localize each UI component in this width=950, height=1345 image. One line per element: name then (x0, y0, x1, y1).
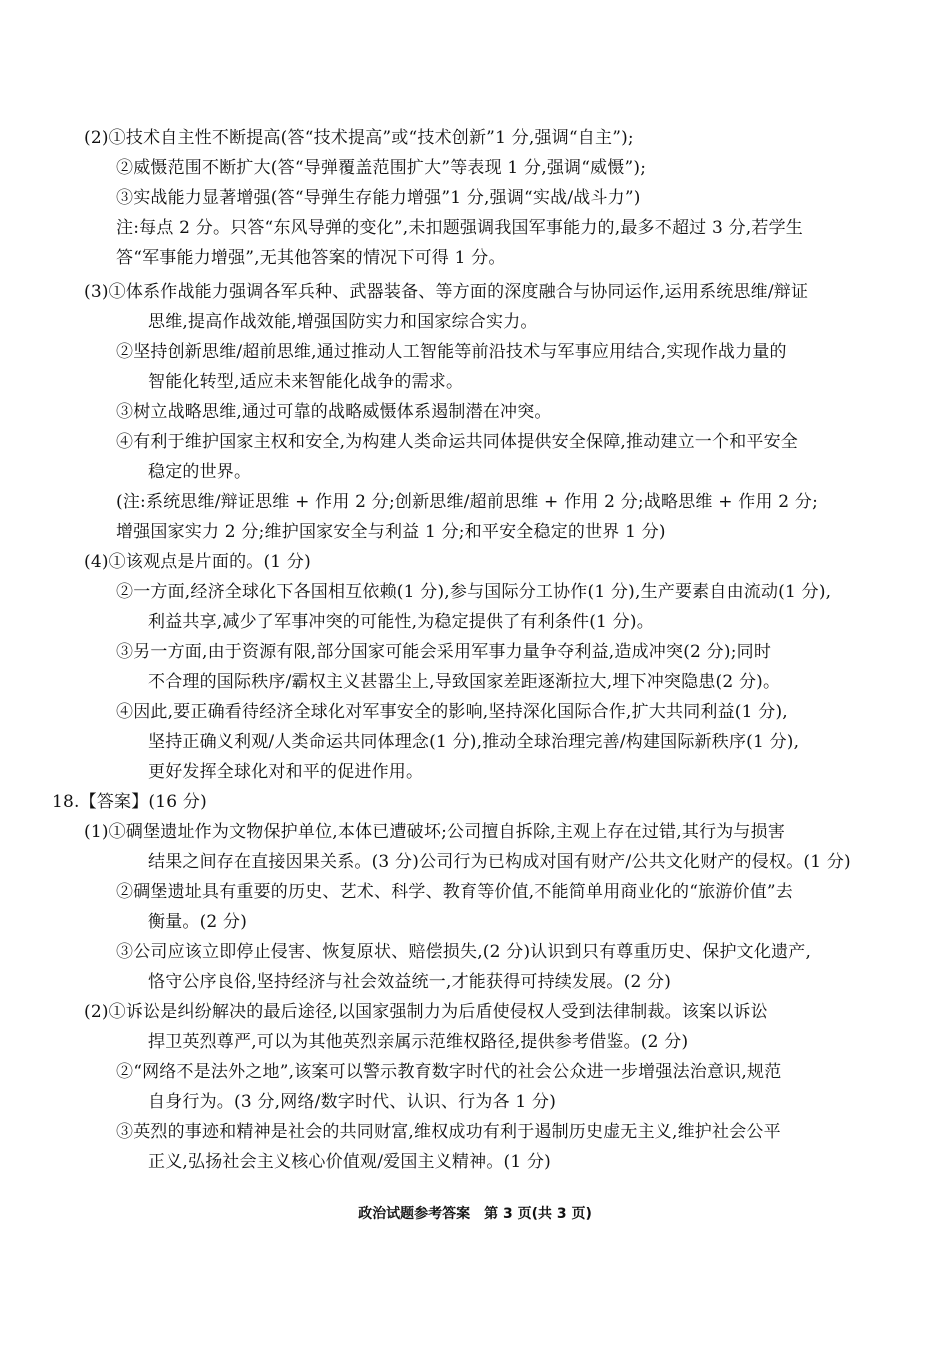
q3-item-3: ③树立战略思维,通过可靠的战略威慑体系遏制潜在冲突。 (116, 402, 552, 422)
q18-2-item-3: ③英烈的事迹和精神是社会的共同财富,维权成功有利于遏制历史虚无主义,维护社会公平 (116, 1122, 781, 1142)
q3-item-2: ②坚持创新思维/超前思维,通过推动人工智能等前沿技术与军事应用结合,实现作战力量的 (116, 342, 787, 362)
q18-1-item-2-cont: 衡量。(2 分) (148, 912, 248, 932)
q18-1-item-3: ③公司应该立即停止侵害、恢复原状、赔偿损失,(2 分)认识到只有尊重历史、保护文化遗产, (116, 942, 812, 962)
q3-item-1: (3)①体系作战能力强调各军兵种、武器装备、等方面的深度融合与协同运作,运用系统思维/辩证 (84, 282, 809, 302)
q3-item-4: ④有利于维护国家主权和安全,为构建人类命运共同体提供安全保障,推动建立一个和平安全 (116, 432, 799, 452)
q18-2-item-3-cont: 正义,弘扬社会主义核心价值观/爱国主义精神。(1 分) (148, 1152, 552, 1172)
q2-note: 注:每点 2 分。只答“东风导弹的变化”,未扣题强调我国军事能力的,最多不超过 3 分,若学生 (116, 218, 803, 238)
q4-item-4-cont: 坚持正确义利观/人类命运共同体理念(1 分),推动全球治理完善/构建国际新秩序(1 分), (148, 732, 800, 752)
q3-item-1-cont: 思维,提高作战效能,增强国防实力和国家综合实力。 (148, 312, 538, 332)
q2-item-2: ②威慑范围不断扩大(答“导弹覆盖范围扩大”等表现 1 分,强调“威慑”); (116, 158, 647, 178)
q3-note: (注:系统思维/辩证思维 + 作用 2 分;创新思维/超前思维 + 作用 2 分;战略思维 + 作用 2 分; (116, 492, 819, 512)
q4-item-1: (4)①该观点是片面的。(1 分) (84, 552, 311, 572)
q2-item-3: ③实战能力显著增强(答“导弹生存能力增强”1 分,强调“实战/战斗力”) (116, 188, 641, 208)
q18-2-item-1-cont: 捍卫英烈尊严,可以为其他英烈亲属示范维权路径,提供参考借鉴。(2 分) (148, 1032, 689, 1052)
q4-item-2: ②一方面,经济全球化下各国相互依赖(1 分),参与国际分工协作(1 分),生产要素自由流动(1 分), (116, 582, 832, 602)
q4-item-2-cont: 利益共享,减少了军事冲突的可能性,为稳定提供了有利条件(1 分)。 (148, 612, 654, 632)
q18-1-item-1-cont: 结果之间存在直接因果关系。(3 分)公司行为已构成对国有财产/公共文化财产的侵权。(1 分) (148, 852, 851, 872)
q4-item-4: ④因此,要正确看待经济全球化对军事安全的影响,坚持深化国际合作,扩大共同利益(1 分), (116, 702, 788, 722)
q18-2-item-2: ②“网络不是法外之地”,该案可以警示教育数字时代的社会公众进一步增强法治意识,规范 (116, 1062, 782, 1082)
q3-note-cont: 增强国家实力 2 分;维护国家安全与利益 1 分;和平安全稳定的世界 1 分) (116, 522, 666, 542)
q18-heading: 18.【答案】(16 分) (52, 792, 207, 812)
q18-1-item-1: (1)①碉堡遗址作为文物保护单位,本体已遭破坏;公司擅自拆除,主观上存在过错,其行为与损害 (84, 822, 786, 842)
q4-item-4-cont2: 更好发挥全球化对和平的促进作用。 (148, 762, 424, 782)
q2-note-cont: 答“军事能力增强”,无其他答案的情况下可得 1 分。 (116, 248, 506, 268)
q3-item-2-cont: 智能化转型,适应未来智能化战争的需求。 (148, 372, 464, 392)
q3-item-4-cont: 稳定的世界。 (148, 462, 252, 482)
page-footer: 政治试题参考答案 第 3 页(共 3 页) (358, 1206, 592, 1222)
q18-1-item-3-cont: 恪守公序良俗,坚持经济与社会效益统一,才能获得可持续发展。(2 分) (148, 972, 672, 992)
q18-1-item-2: ②碉堡遗址具有重要的历史、艺术、科学、教育等价值,不能简单用商业化的“旅游价值”去 (116, 882, 793, 902)
q4-item-3: ③另一方面,由于资源有限,部分国家可能会采用军事力量争夺利益,造成冲突(2 分);同时 (116, 642, 772, 662)
q18-2-item-2-cont: 自身行为。(3 分,网络/数字时代、认识、行为各 1 分) (148, 1092, 557, 1112)
q2-item-1: (2)①技术自主性不断提高(答“技术提高”或“技术创新”1 分,强调“自主”); (84, 128, 634, 148)
q4-item-3-cont: 不合理的国际秩序/霸权主义甚嚣尘上,导致国家差距逐渐拉大,埋下冲突隐患(2 分)。 (148, 672, 781, 692)
q18-2-item-1: (2)①诉讼是纠纷解决的最后途径,以国家强制力为后盾使侵权人受到法律制裁。该案以诉讼 (84, 1002, 768, 1022)
